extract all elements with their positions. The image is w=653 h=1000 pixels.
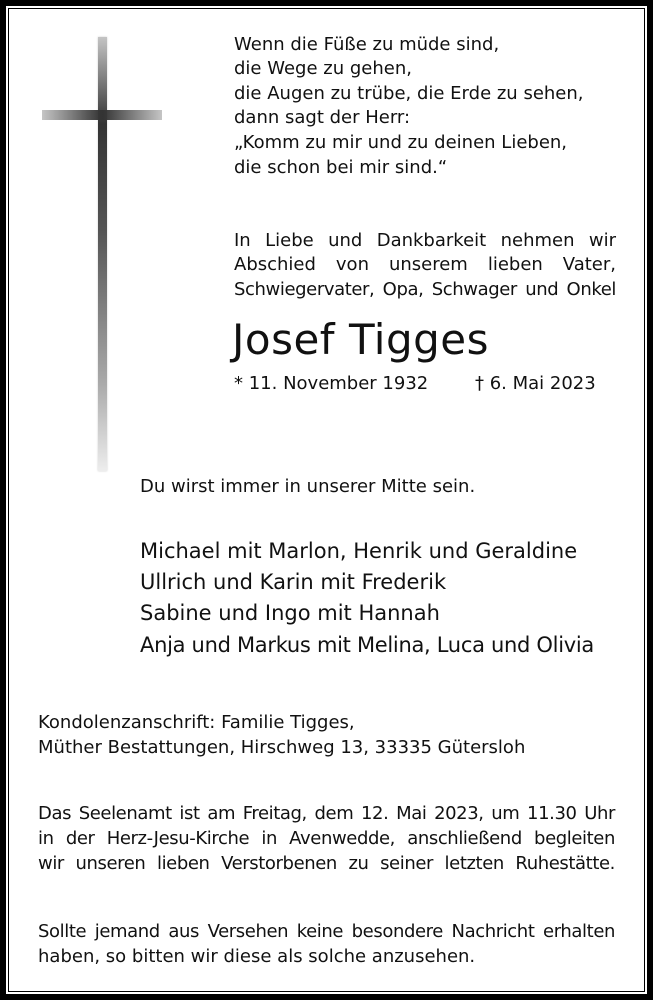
service-line: wir unseren lieben Verstorbenen zu seiner letzten Ruhestätte. (38, 853, 615, 874)
service-line: in der Herz-Jesu-Kirche in Avenwedde, anschließend begleiten (38, 828, 615, 849)
poem-line: die schon bei mir sind.“ (234, 157, 448, 178)
death-date: † 6. Mai 2023 (475, 373, 596, 394)
poem-line: die Wege zu gehen, (234, 58, 412, 79)
deceased-name: Josef Tigges (232, 315, 490, 364)
poem-line: dann sagt der Herr: (234, 107, 411, 128)
condolence-line: Kondolenzanschrift: Familie Tigges, (38, 712, 355, 733)
condolence-line: Müther Bestattungen, Hirschweg 13, 33335 Gütersloh (38, 737, 526, 758)
family-line: Anja und Markus mit Melina, Luca und Olivia (140, 633, 594, 657)
farewell-line: In Liebe und Dankbarkeit nehmen wir (234, 230, 616, 251)
family-line: Michael mit Marlon, Henrik und Geraldine (140, 539, 578, 563)
notice-line: Sollte jemand aus Versehen keine besondere Nachricht erhalten (38, 921, 615, 942)
poem-line: die Augen zu trübe, die Erde zu sehen, (234, 83, 584, 104)
service-line: Das Seelenamt ist am Freitag, dem 12. Mai 2023, um 11.30 Uhr (38, 803, 615, 824)
motto: Du wirst immer in unserer Mitte sein. (140, 476, 476, 497)
poem-line: „Komm zu mir und zu deinen Lieben, (234, 132, 568, 153)
notice-line: haben, so bitten wir diese als solche anzusehen. (38, 946, 476, 967)
birth-date: * 11. November 1932 (234, 373, 429, 394)
farewell-line: Abschied von unserem lieben Vater, (234, 254, 616, 275)
family-line: Sabine und Ingo mit Hannah (140, 601, 440, 625)
farewell-line: Schwiegervater, Opa, Schwager und Onkel (234, 279, 616, 300)
poem-line: Wenn die Füße zu müde sind, (234, 34, 500, 55)
family-line: Ullrich und Karin mit Frederik (140, 570, 447, 594)
